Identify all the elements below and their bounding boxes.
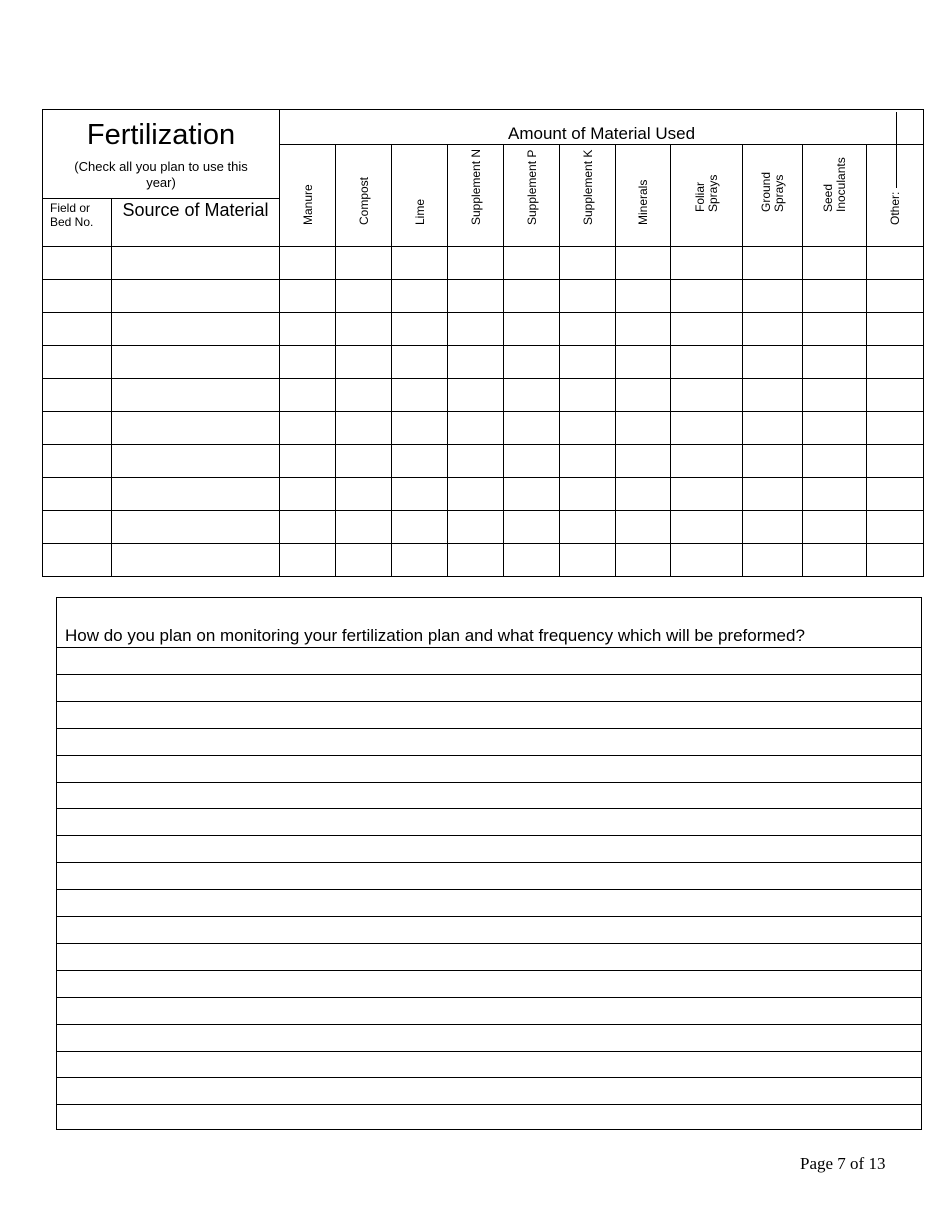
material-check-cell[interactable] [560, 412, 616, 445]
material-check-cell[interactable] [336, 511, 392, 544]
material-check-cell[interactable] [336, 346, 392, 379]
material-check-cell[interactable] [280, 280, 336, 313]
material-column-label: Supplement K [580, 149, 595, 225]
material-column-label: Ground Sprays [758, 171, 786, 212]
field-bed-cell[interactable] [43, 478, 112, 511]
material-check-cell[interactable] [504, 247, 560, 280]
material-column-header [448, 145, 504, 247]
form-title: Fertilization [86, 119, 236, 151]
source-cell[interactable] [112, 346, 280, 379]
material-column-header [803, 145, 867, 247]
material-check-cell[interactable] [671, 247, 743, 280]
material-check-cell[interactable] [448, 247, 504, 280]
material-check-cell[interactable] [803, 379, 867, 412]
material-check-cell[interactable] [671, 445, 743, 478]
material-check-cell[interactable] [867, 412, 924, 445]
material-column-header [743, 145, 803, 247]
page-number: Page 7 of 13 [800, 1154, 886, 1173]
material-check-cell[interactable] [504, 445, 560, 478]
material-check-cell[interactable] [616, 544, 671, 577]
material-check-cell[interactable] [336, 412, 392, 445]
material-check-cell[interactable] [803, 478, 867, 511]
table-row [43, 379, 924, 412]
material-check-cell[interactable] [616, 511, 671, 544]
monitoring-section [56, 597, 922, 1130]
material-check-cell[interactable] [448, 544, 504, 577]
material-check-cell[interactable] [867, 511, 924, 544]
material-check-cell[interactable] [803, 346, 867, 379]
field-bed-cell[interactable] [43, 511, 112, 544]
material-check-cell[interactable] [560, 379, 616, 412]
material-check-cell[interactable] [616, 280, 671, 313]
material-check-cell[interactable] [504, 412, 560, 445]
material-check-cell[interactable] [392, 412, 448, 445]
material-check-cell[interactable] [743, 544, 803, 577]
material-check-cell[interactable] [280, 247, 336, 280]
material-check-cell[interactable] [280, 412, 336, 445]
material-check-cell[interactable] [392, 346, 448, 379]
answer-line[interactable] [57, 862, 921, 863]
material-check-cell[interactable] [280, 478, 336, 511]
material-check-cell[interactable] [504, 544, 560, 577]
table-row [43, 412, 924, 445]
material-check-cell[interactable] [867, 379, 924, 412]
title-cell [43, 110, 280, 199]
material-check-cell[interactable] [867, 313, 924, 346]
answer-line[interactable] [57, 808, 921, 809]
material-check-cell[interactable] [616, 247, 671, 280]
answer-line[interactable] [57, 647, 921, 648]
answer-line[interactable] [57, 970, 921, 971]
material-check-cell[interactable] [803, 412, 867, 445]
answer-line[interactable] [57, 997, 921, 998]
field-bed-cell[interactable] [43, 280, 112, 313]
material-check-cell[interactable] [560, 544, 616, 577]
table-row [43, 445, 924, 478]
material-check-cell[interactable] [392, 544, 448, 577]
answer-line[interactable] [57, 728, 921, 729]
material-check-cell[interactable] [803, 247, 867, 280]
material-check-cell[interactable] [671, 478, 743, 511]
material-check-cell[interactable] [743, 247, 803, 280]
material-check-cell[interactable] [560, 313, 616, 346]
material-check-cell[interactable] [671, 346, 743, 379]
material-check-cell[interactable] [504, 478, 560, 511]
table-row [43, 478, 924, 511]
material-column-label: Supplement N [468, 148, 483, 225]
material-column-label: Supplement P [524, 149, 539, 225]
answer-line[interactable] [57, 701, 921, 702]
monitoring-question: How do you plan on monitoring your fertilization plan and what frequency which will be preformed? [65, 626, 805, 645]
material-check-cell[interactable] [280, 544, 336, 577]
material-column-label: Other: [889, 112, 902, 225]
source-cell[interactable] [112, 511, 280, 544]
material-column-label: Compost [356, 176, 371, 225]
material-check-cell[interactable] [280, 379, 336, 412]
source-cell[interactable] [112, 313, 280, 346]
material-check-cell[interactable] [336, 247, 392, 280]
material-check-cell[interactable] [336, 445, 392, 478]
field-bed-cell[interactable] [43, 346, 112, 379]
material-check-cell[interactable] [448, 313, 504, 346]
material-column-header [560, 145, 616, 247]
answer-line[interactable] [57, 674, 921, 675]
material-check-cell[interactable] [671, 313, 743, 346]
material-check-cell[interactable] [448, 280, 504, 313]
source-material-header: Source of Material [112, 199, 280, 247]
material-check-cell[interactable] [743, 511, 803, 544]
material-column-header [671, 145, 743, 247]
material-check-cell[interactable] [448, 379, 504, 412]
field-bed-cell[interactable] [43, 445, 112, 478]
material-check-cell[interactable] [616, 379, 671, 412]
material-check-cell[interactable] [504, 379, 560, 412]
material-check-cell[interactable] [616, 412, 671, 445]
material-column-label: Seed Inoculants [820, 157, 848, 212]
material-check-cell[interactable] [616, 313, 671, 346]
material-check-cell[interactable] [867, 478, 924, 511]
material-check-cell[interactable] [671, 412, 743, 445]
material-column-header [336, 145, 392, 247]
material-check-cell[interactable] [336, 313, 392, 346]
material-check-cell[interactable] [336, 379, 392, 412]
material-check-cell[interactable] [448, 511, 504, 544]
field-bed-header: Field or Bed No. [43, 199, 112, 247]
material-check-cell[interactable] [803, 313, 867, 346]
material-check-cell[interactable] [743, 313, 803, 346]
material-check-cell[interactable] [280, 511, 336, 544]
answer-line[interactable] [57, 943, 921, 944]
answer-line[interactable] [57, 1077, 921, 1078]
material-check-cell[interactable] [448, 445, 504, 478]
table-row [43, 247, 924, 280]
material-check-cell[interactable] [392, 379, 448, 412]
material-check-cell[interactable] [448, 412, 504, 445]
answer-line[interactable] [57, 835, 921, 836]
material-check-cell[interactable] [280, 445, 336, 478]
material-column-label: Minerals [636, 179, 650, 225]
material-check-cell[interactable] [803, 280, 867, 313]
material-check-cell[interactable] [671, 379, 743, 412]
table-row [43, 346, 924, 379]
material-check-cell[interactable] [803, 511, 867, 544]
material-check-cell[interactable] [560, 511, 616, 544]
source-cell[interactable] [112, 412, 280, 445]
material-check-cell[interactable] [392, 478, 448, 511]
material-check-cell[interactable] [392, 247, 448, 280]
material-check-cell[interactable] [743, 478, 803, 511]
material-check-cell[interactable] [616, 346, 671, 379]
answer-line[interactable] [57, 1024, 921, 1025]
material-check-cell[interactable] [392, 511, 448, 544]
material-column-header [392, 145, 448, 247]
field-bed-cell[interactable] [43, 544, 112, 577]
material-check-cell[interactable] [392, 280, 448, 313]
material-check-cell[interactable] [867, 247, 924, 280]
material-column-header [280, 145, 336, 247]
answer-line[interactable] [57, 916, 921, 917]
material-check-cell[interactable] [867, 544, 924, 577]
material-column-label: Foliar Sprays [692, 174, 720, 212]
material-check-cell[interactable] [392, 445, 448, 478]
material-column-header [616, 145, 671, 247]
material-check-cell[interactable] [280, 346, 336, 379]
table-row [43, 313, 924, 346]
table-row [43, 280, 924, 313]
material-check-cell[interactable] [743, 412, 803, 445]
material-check-cell[interactable] [392, 313, 448, 346]
answer-line[interactable] [57, 1051, 921, 1052]
material-check-cell[interactable] [616, 478, 671, 511]
material-check-cell[interactable] [743, 280, 803, 313]
field-bed-cell[interactable] [43, 313, 112, 346]
material-check-cell[interactable] [336, 478, 392, 511]
material-check-cell[interactable] [560, 445, 616, 478]
material-check-cell[interactable] [743, 346, 803, 379]
material-check-cell[interactable] [504, 280, 560, 313]
material-check-cell[interactable] [867, 445, 924, 478]
material-column-label: Lime [412, 198, 427, 225]
source-cell[interactable] [112, 544, 280, 577]
material-check-cell[interactable] [560, 478, 616, 511]
material-check-cell[interactable] [803, 544, 867, 577]
material-check-cell[interactable] [504, 313, 560, 346]
answer-line[interactable] [57, 755, 921, 756]
material-check-cell[interactable] [336, 544, 392, 577]
amount-header: Amount of Material Used [280, 110, 924, 145]
field-bed-cell[interactable] [43, 379, 112, 412]
material-check-cell[interactable] [504, 346, 560, 379]
fertilization-table [42, 109, 924, 577]
other-write-in-line[interactable] [895, 112, 897, 188]
material-check-cell[interactable] [867, 346, 924, 379]
material-check-cell[interactable] [743, 379, 803, 412]
material-check-cell[interactable] [743, 445, 803, 478]
material-check-cell[interactable] [803, 445, 867, 478]
answer-line[interactable] [57, 1104, 921, 1105]
material-check-cell[interactable] [280, 313, 336, 346]
material-check-cell[interactable] [867, 280, 924, 313]
material-column-header [504, 145, 560, 247]
source-cell[interactable] [112, 478, 280, 511]
material-check-cell[interactable] [336, 280, 392, 313]
material-check-cell[interactable] [671, 280, 743, 313]
source-cell[interactable] [112, 445, 280, 478]
material-column-label: Manure [300, 184, 315, 225]
table-row [43, 511, 924, 544]
form-subtitle: (Check all you plan to use this year) [74, 159, 248, 190]
field-bed-cell[interactable] [43, 412, 112, 445]
source-cell[interactable] [112, 379, 280, 412]
material-column-header [867, 145, 924, 247]
material-check-cell[interactable] [560, 280, 616, 313]
material-check-cell[interactable] [448, 346, 504, 379]
material-check-cell[interactable] [448, 478, 504, 511]
table-row [43, 544, 924, 577]
material-check-cell[interactable] [671, 544, 743, 577]
material-check-cell[interactable] [560, 346, 616, 379]
material-check-cell[interactable] [560, 247, 616, 280]
answer-line[interactable] [57, 782, 921, 783]
source-cell[interactable] [112, 280, 280, 313]
source-cell[interactable] [112, 247, 280, 280]
answer-line[interactable] [57, 889, 921, 890]
material-check-cell[interactable] [616, 445, 671, 478]
material-check-cell[interactable] [671, 511, 743, 544]
material-check-cell[interactable] [504, 511, 560, 544]
field-bed-cell[interactable] [43, 247, 112, 280]
